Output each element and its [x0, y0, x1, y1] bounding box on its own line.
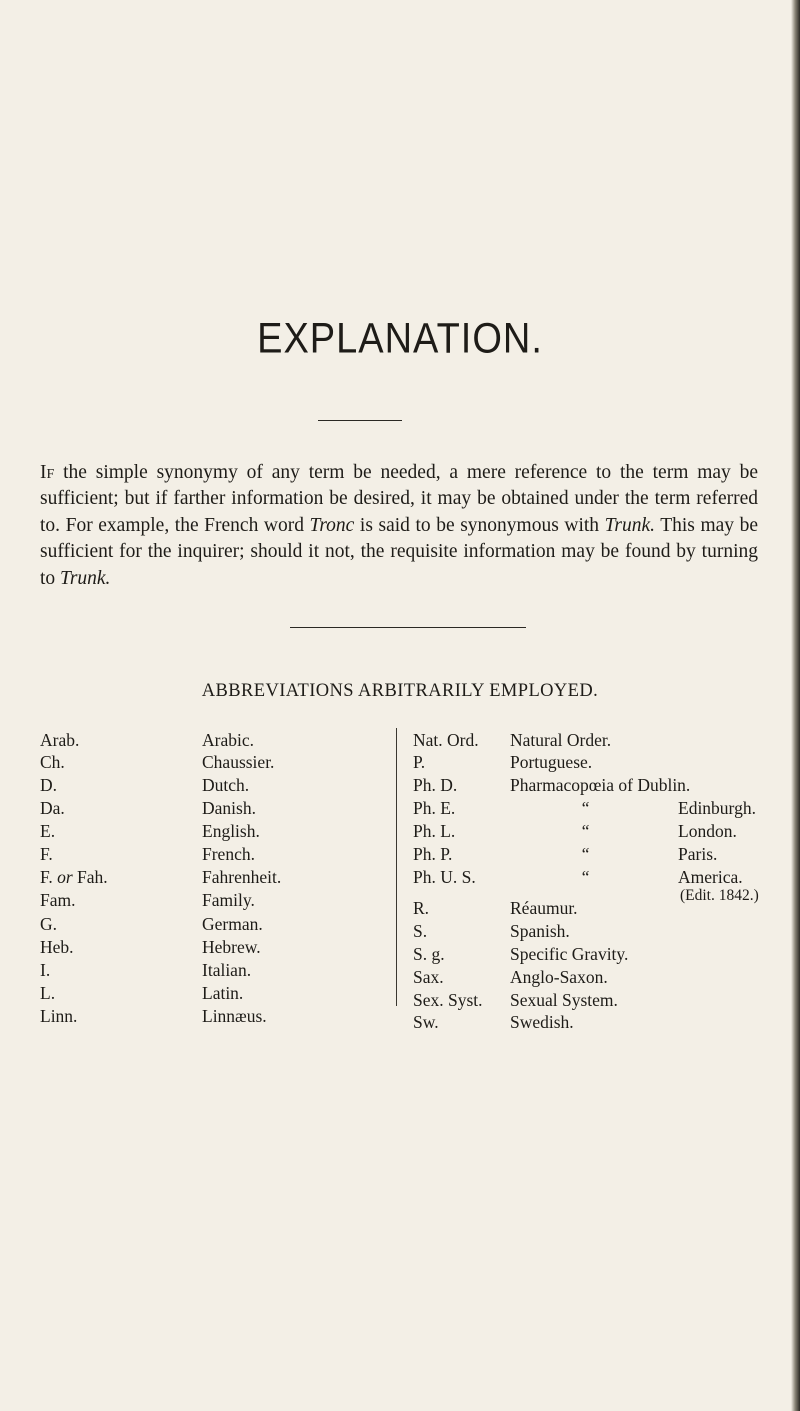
left-meaning-11: Latin.: [202, 983, 244, 1003]
left-abbr-6-or: or: [57, 867, 73, 887]
left-abbr-9: Heb.: [40, 937, 74, 957]
right-abbr-10: Sax.: [413, 967, 444, 987]
left-abbr-6-a: F.: [40, 867, 53, 887]
right-meaning-9: Specific Gravity.: [510, 944, 629, 964]
right-abbr-0: Nat. Ord.: [413, 730, 479, 750]
column-divider: [396, 728, 397, 1006]
right-meaning-10: Anglo-Saxon.: [510, 967, 608, 987]
left-abbr-5: F.: [40, 844, 53, 864]
section-divider: [290, 627, 526, 628]
right-meaning-1: Portuguese.: [510, 752, 593, 772]
right-abbr-6: Ph. U. S.: [413, 867, 476, 887]
right-abbr-2: Ph. D.: [413, 775, 458, 795]
left-meaning-0: Arabic.: [202, 730, 254, 750]
left-meaning-3: Danish.: [202, 798, 256, 818]
right-abbr-12: Sw.: [413, 1012, 439, 1032]
right-place-3: Edinburgh.: [678, 798, 756, 818]
left-abbr-6: [40, 867, 108, 887]
left-meaning-7: Family.: [202, 890, 255, 910]
right-meaning-8: Spanish.: [510, 921, 570, 941]
abbreviations-heading: ABBREVIATIONS ARBITRARILY EMPLOYED.: [201, 681, 599, 701]
right-meaning-7: Réaumur.: [510, 898, 578, 918]
left-meaning-1: Chaussier.: [202, 752, 275, 772]
right-ditto-4: “: [580, 821, 590, 841]
right-ditto-3: “: [580, 798, 590, 818]
left-abbr-7: Fam.: [40, 890, 76, 910]
right-meaning-11: Sexual System.: [510, 990, 618, 1010]
intro-em-1: Tronc: [309, 514, 355, 536]
right-place-5: Paris.: [678, 844, 718, 864]
left-abbr-0: Arab.: [40, 730, 80, 750]
left-meaning-4: English.: [202, 821, 260, 841]
right-meaning-12: Swedish.: [510, 1012, 574, 1032]
right-abbr-11: Sex. Syst.: [413, 990, 483, 1010]
intro-text-2: is said to be synonymous with: [354, 514, 605, 536]
intro-paragraph: [40, 460, 758, 592]
right-edit-note: (Edit. 1842.): [680, 887, 759, 904]
left-abbr-3: Da.: [40, 798, 65, 818]
left-abbr-2: D.: [40, 775, 58, 795]
right-abbr-7: R.: [413, 898, 430, 918]
right-meaning-0: Natural Order.: [510, 730, 612, 750]
left-abbr-6-b: Fah.: [77, 867, 108, 887]
page-title: EXPLANATION.: [257, 315, 543, 363]
right-place-4: London.: [678, 821, 737, 841]
left-meaning-8: German.: [202, 914, 263, 934]
right-abbr-1: P.: [413, 752, 426, 772]
right-abbr-3: Ph. E.: [413, 798, 456, 818]
left-abbr-8: G.: [40, 914, 58, 934]
right-ditto-6: “: [580, 867, 590, 887]
intro-em-3: Trunk.: [60, 567, 111, 589]
left-abbr-11: L.: [40, 983, 56, 1003]
left-abbr-1: Ch.: [40, 752, 65, 772]
left-abbr-4: E.: [40, 821, 56, 841]
intro-lead: If: [40, 462, 55, 483]
left-meaning-10: Italian.: [202, 960, 252, 980]
right-abbr-5: Ph. P.: [413, 844, 453, 864]
intro-text-1: the simple synonymy of any term be needed, a mere reference to the term may be sufficient; but if farther information be desired, it may be obtained under the term referred to. For example, the French word: [40, 462, 758, 536]
right-ditto-5: “: [580, 844, 590, 864]
left-meaning-12: Linnæus.: [202, 1006, 267, 1026]
left-meaning-9: Hebrew.: [202, 937, 261, 957]
title-divider: [318, 420, 402, 421]
right-abbr-8: S.: [413, 921, 428, 941]
right-abbr-9: S. g.: [413, 944, 445, 964]
left-abbr-10: I.: [40, 960, 51, 980]
right-meaning-2: Pharmacopœia of Dublin.: [510, 775, 691, 795]
page-edge-shadow: [791, 0, 800, 1411]
left-abbr-12: Linn.: [40, 1006, 78, 1026]
left-meaning-5: French.: [202, 844, 255, 864]
right-abbr-4: Ph. L.: [413, 821, 456, 841]
intro-em-2: Trunk.: [604, 514, 655, 536]
right-place-6: America.: [678, 867, 743, 887]
left-meaning-6: Fahrenheit.: [202, 867, 282, 887]
intro-text-3: This may be sufficient for the inquirer; should it not, the requisite information may be found by turning to: [40, 514, 759, 589]
left-meaning-2: Dutch.: [202, 775, 250, 795]
